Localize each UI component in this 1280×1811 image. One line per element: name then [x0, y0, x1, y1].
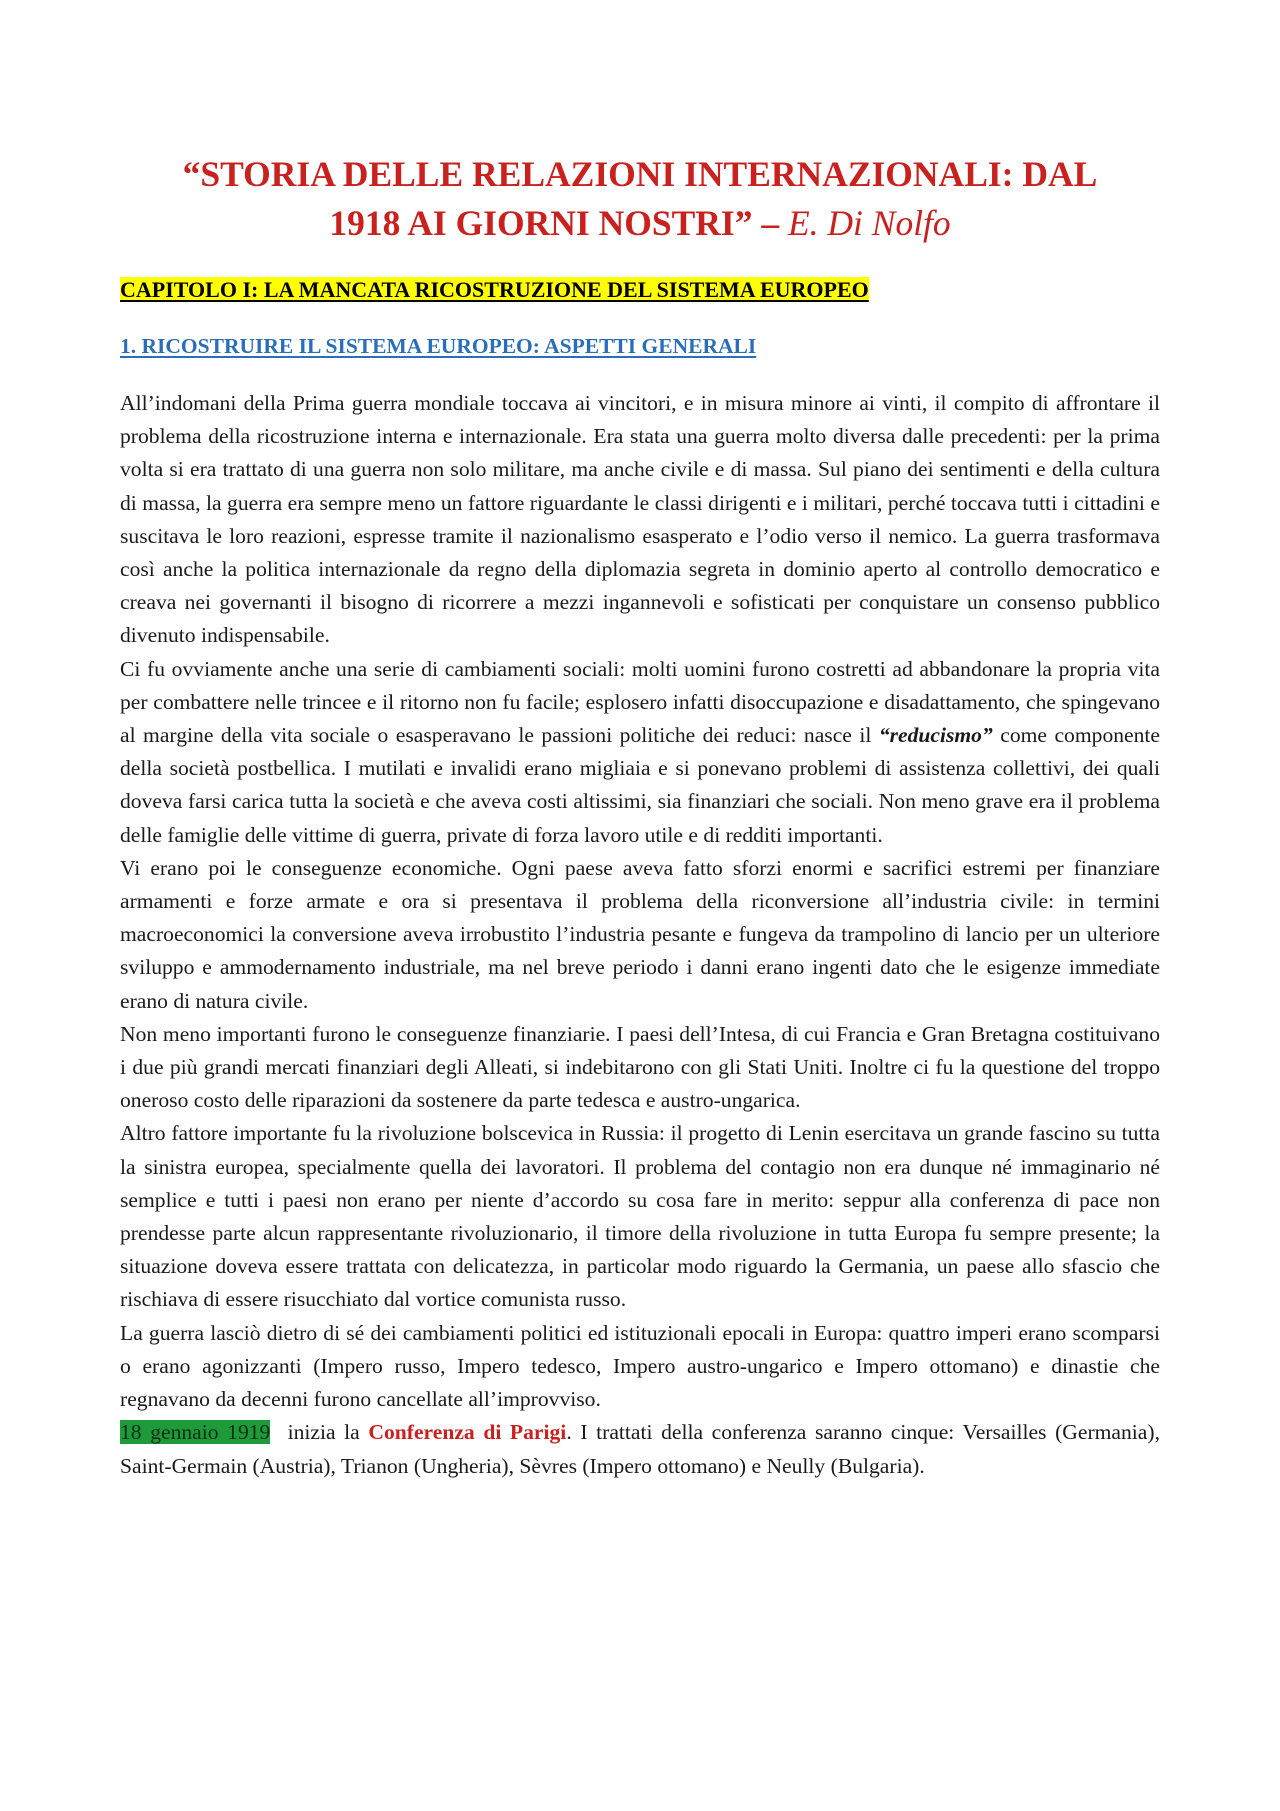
paragraph-2-end: come componente della società postbellica. I mutilati e invalidi erano migliaia e si ponevano problemi di assistenza collettivi, dei quali doveva farsi carica tutta la società e che aveva costi altissimi, sia finanziari che sociali. Non meno grave era il problema delle famiglie delle vittime di guerra, private di forza lavoro utile e di redditi importanti.	[120, 723, 1160, 847]
paragraph-7-mid: inizia la	[270, 1420, 369, 1445]
paragraph-7	[120, 1416, 1160, 1482]
section-heading: 1. RICOSTRUIRE IL SISTEMA EUROPEO: ASPETTI GENERALI	[120, 334, 757, 358]
title-dash: –	[752, 203, 788, 243]
reducismo-term	[879, 723, 993, 747]
conference-name: Conferenza di Parigi	[368, 1420, 567, 1445]
body-text	[120, 387, 1160, 1483]
paragraph-6: La guerra lasciò dietro di sé dei cambiamenti politici ed istituzionali epocali in Europa: quattro imperi erano scomparsi o erano agonizzanti (Impero russo, Impero tedesco, Impero austro-ungarico e Impero ottomano) e dinastie che regnavano da decenni furono cancellate all’improvviso.	[120, 1320, 1160, 1412]
paragraph-4: Non meno importanti furono le conseguenze finanziarie. I paesi dell’Intesa, di cui Francia e Gran Bretagna costituivano i due più grandi mercati finanziari degli Alleati, si indebitarono con gli Stati Uniti. Inoltre ci fu la questione del troppo oneroso costo delle riparazioni da sostenere da parte tedesca e austro-ungarica.	[120, 1021, 1160, 1113]
paragraph-2	[120, 653, 1160, 852]
reducismo-open-quote: “	[878, 723, 890, 748]
paragraph-3: Vi erano poi le conseguenze economiche. Ogni paese aveva fatto sforzi enormi e sacrifici estremi per finanziare armamenti e forze armate e ora si presentava il problema della riconversione all’industria civile: in termini macroeconomici la conversione aveva irrobustito l’industria pesante e fungeva da trampolino di lancio per un ulteriore sviluppo e ammodernamento industriale, ma nel breve periodo i danni erano ingenti dato che le esigenze immediate erano di natura civile.	[120, 855, 1160, 1013]
date-highlight: 18 gennaio 1919	[120, 1420, 271, 1445]
reducismo-word: reducismo	[889, 723, 982, 748]
paragraph-7-end: . I trattati della conferenza saranno cinque: Versailles (Germania), Saint-Germain (Austria), Trianon (Ungheria), Sèvres (Impero ottomano) e Neully (Bulgaria).	[120, 1420, 1160, 1478]
reducismo-close-quote: ”	[981, 723, 993, 748]
chapter-heading	[120, 275, 1160, 305]
document-content	[120, 150, 1160, 1483]
paragraph-2-start: Ci fu ovviamente anche una serie di cambiamenti sociali: molti uomini furono costretti ad abbandonare la propria vita per combattere nelle trincee e il ritorno non fu facile; esplosero infatti disoccupazione e disadattamento, che spingevano al margine della vita sociale o esasperavano le passioni politiche dei reduci: nasce il	[120, 656, 1160, 748]
chapter-heading-text: CAPITOLO I: LA MANCATA RICOSTRUZIONE DEL SISTEMA EUROPEO	[120, 277, 869, 302]
paragraph-1: All’indomani della Prima guerra mondiale toccava ai vincitori, e in misura minore ai vinti, il compito di affrontare il problema della ricostruzione interna e internazionale. Era stata una guerra molto diversa dalle precedenti: per la prima volta si era trattato di una guerra non solo militare, ma anche civile e di massa. Sul piano dei sentimenti e della cultura di massa, la guerra era sempre meno un fattore riguardante le classi dirigenti e i militari, perché toccava tutti i cittadini e suscitava le loro reazioni, espresse tramite il nazionalismo esasperato e l’odio verso il nemico. La guerra trasformava così anche la politica internazionale da regno della diplomazia segreta in dominio aperto al controllo democratico e creava nei governanti il bisogno di ricorrere a mezzi ingannevoli e sofisticati per conquistare un consenso pubblico divenuto indispensabile.	[120, 391, 1160, 648]
paragraph-5: Altro fattore importante fu la rivoluzione bolscevica in Russia: il progetto di Lenin esercitava un grande fascino su tutta la sinistra europea, specialmente quella dei lavoratori. Il problema del contagio non era dunque né immaginario né semplice e tutti i paesi non erano per niente d’accordo su cosa fare in merito: seppur alla conferenza di pace non prendesse parte alcun rappresentante rivoluzionario, il timore della rivoluzione in tutta Europa fu sempre presente; la situazione doveva essere trattata con delicatezza, in particolar modo riguardo la Germania, un paese allo sfascio che rischiava di essere risucchiato dal vortice comunista russo.	[120, 1121, 1160, 1312]
title-author: E. Di Nolfo	[787, 203, 951, 243]
title-open-quote: “	[182, 154, 201, 194]
title-close-quote: ”	[734, 203, 753, 243]
title-line1: STORIA DELLE RELAZIONI INTERNAZIONALI: DAL	[200, 154, 1098, 194]
title-line2: 1918 AI GIORNI NOSTRI	[329, 203, 735, 243]
document-title	[120, 150, 1160, 248]
